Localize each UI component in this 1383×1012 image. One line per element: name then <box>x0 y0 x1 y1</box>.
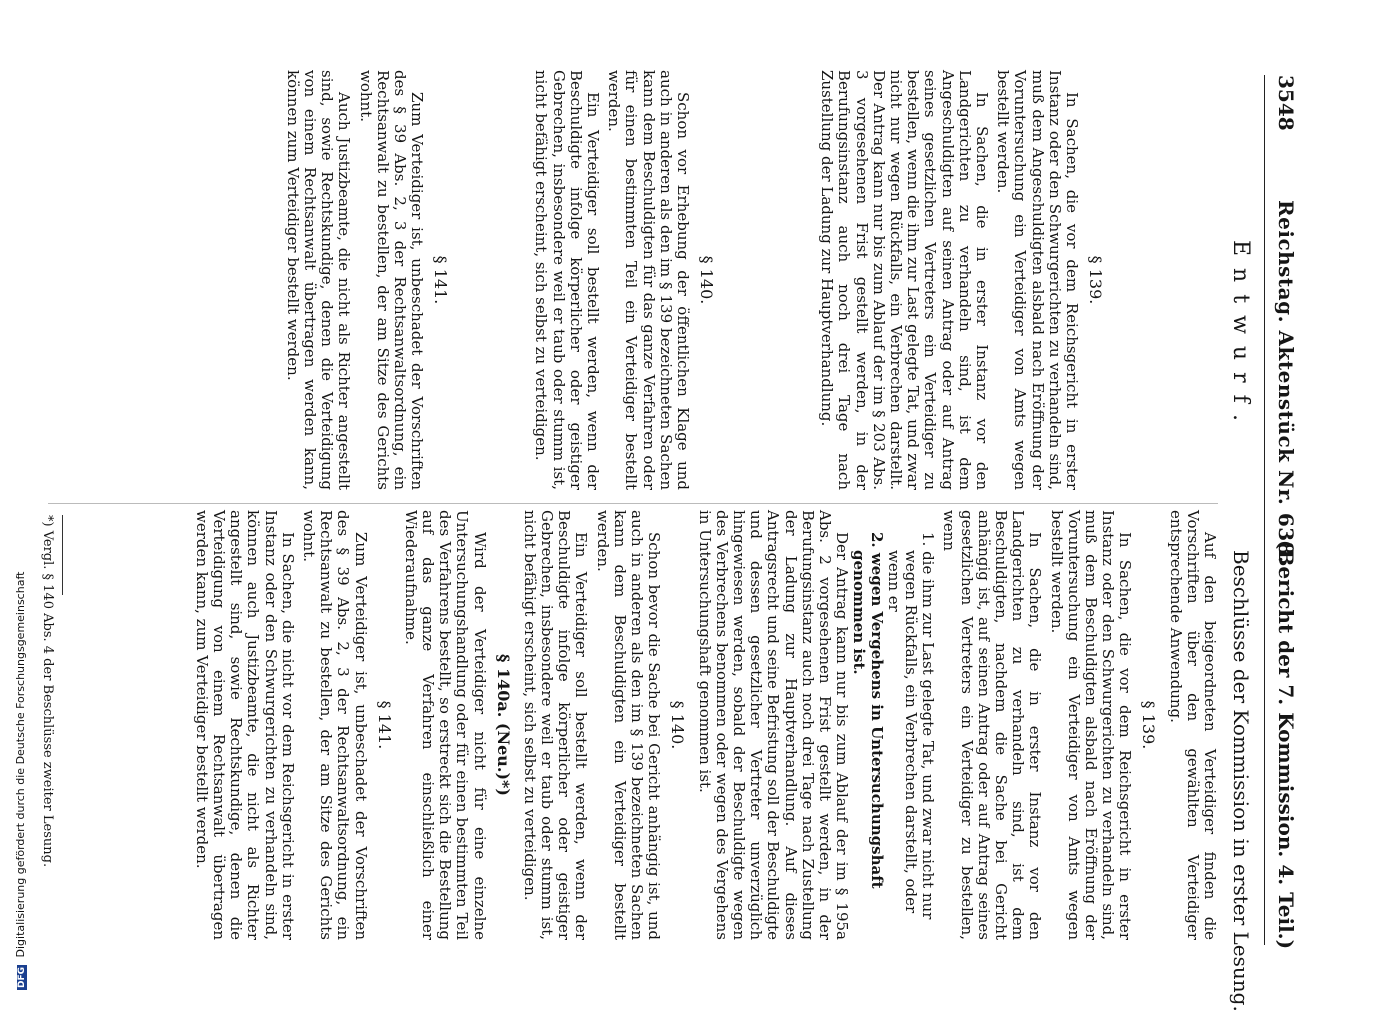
section-139-item-1: 1. die ihm zur Last gelegte Tat, und zwar nicht nur wegen Rückfalls, ein Verbrechen darstellt, oder wenn er <box>884 532 938 920</box>
footnote: *) Vergl. § 140 Abs. 4 der Beschlüsse zweiter Lesung. <box>40 515 55 868</box>
document-title: Reichstag. Aktenstück Nr. 638. <box>1274 200 1298 564</box>
intro-paragraph: Auf den beigeordneten Verteidiger finden die Vorschriften über den gewählten Verteidiger entsprechende Anwendung. <box>1166 510 1219 940</box>
left-column <box>280 70 1224 490</box>
section-141-paragraph-1: Zum Verteidiger ist, unbeschadet der Vorschriften des § 39 Abs. 2, 3 der Rechtsanwaltsordnung, ein Rechtsanwalt zu bestellen, der am Sitze des Gerichts wohnt. <box>356 70 427 490</box>
section-140-paragraph-1: Schon bevor die Sache bei Gericht anhängig ist, und auch in anderen als den im § 139 bezeichneten Sachen kann dem Beschuldigten ein Verteidiger bestellt werden. <box>593 510 664 940</box>
section-140-paragraph-2: Ein Verteidiger soll bestellt werden, wenn der Beschuldigte infolge körperlicher oder geistiger Gebrechen, insbesondere weil er taub oder stumm ist, nicht befähigt erscheint, sich selbst zu verteidigen. <box>520 510 591 940</box>
section-140-paragraph-2: Ein Verteidiger soll bestellt werden, wenn der Beschuldigte infolge körperlicher oder geistiger Gebrechen, insbesondere weil er taub oder stumm ist, nicht befähigt erscheint, sich selbst zu verteidigen. <box>532 70 602 490</box>
section-140a-paragraph-1: Wird der Verteidiger nicht für eine einzelne Untersuchungshandlung oder für einen bestimmten Teil des Verfahrens bestellt, so erstreckt sich die Bestellung auf das ganze Verfahren einschließlich einer Wiederaufnahme. <box>401 510 489 940</box>
section-139-paragraph-3: Der Antrag kann nur bis zum Ablauf der im § 195a Abs. 2 vorgesehenen Frist gestellt werden, in der Berufungsinstanz auch noch drei Tage nach Zustellung der Ladung zur Hauptverhandlung. Auf dieses Antragsrecht und seine Befristung soll der Beschuldigte und dessen gesetzlicher Vertreter unverzüglich hingewiesen werden, sobald der Beschuldigte wegen des Verbrechens benommen oder wegen des Vergehens in Untersuchungshaft genommen ist. <box>695 510 852 940</box>
left-column-heading: Entwurf. <box>1228 240 1253 433</box>
section-139-paragraph-1: In Sachen, die vor dem Reichsgericht in erster Instanz oder den Schwurgerichten zu verhandeln sind, muß dem Beschuldigten alsbald nach Eröffnung der Voruntersuchung ein Verteidiger von Amts wegen bestellt werden. <box>1047 510 1135 940</box>
section-139-paragraph-2: In Sachen, die in erster Instanz vor den Landgerichten zu verhandeln sind, ist dem Angeschuldigten auf seinen Antrag oder auf Antrag seines gesetzlichen Vertreters ein Verteidiger zu bestellen, wenn die ihm zur Last gelegte Tat, und zwar nicht nur wegen Rückfalls, ein Verbrechen darstellt. Der Antrag kann nur bis zum Ablauf der im § 203 Abs. 3 vorgesehenen Frist gestellt werden, in der Berufungsinstanz auch noch drei Tage nach Zustellung der Ladung zur Hauptverhandlung. <box>818 70 991 490</box>
section-141-paragraph-1: Zum Verteidiger ist, unbeschadet der Vorschriften des § 39 Abs. 2, 3 der Rechtsanwaltsordnung, ein Rechtsanwalt zu bestellen, der am Sitze des Gerichts wohnt. <box>300 510 370 940</box>
section-141-heading: § 141. <box>374 700 394 750</box>
section-139-item-2: 2. wegen Vergehens in Untersuchungshaft genommen ist. <box>850 532 886 889</box>
section-139-heading: § 139. <box>1086 255 1105 305</box>
page-number: 3548 <box>1274 75 1298 131</box>
digitization-credit <box>14 572 27 990</box>
column-divider <box>48 503 1218 504</box>
document-title-suffix: (Bericht der 7. Kommission. 4. Teil.) <box>1274 540 1298 950</box>
digitization-credit-text: Digitalisierung gefördert durch die Deutsche Forschungsgemeinschaft <box>14 571 27 958</box>
section-141-paragraph-2: Auch Justizbeamte, die nicht als Richter angestellt sind, sowie Rechtskundige, denen die Verteidigung von einem Rechtsanwalt übertragen werden kann, können zum Verteidiger bestellt werden. <box>283 70 354 490</box>
section-139-heading: § 139. <box>1139 700 1159 750</box>
section-140-paragraph-1: Schon vor Erhebung der öffentlichen Klage und auch in anderen als den im § 139 bezeichneten Sachen kann dem Beschuldigten für das ganze Verfahren oder für einen bestimmten Teil ein Verteidiger bestellt werden. <box>605 70 692 490</box>
section-140a-heading: § 140a. (Neu.)*) <box>493 654 513 796</box>
header-rule <box>1264 75 1265 945</box>
right-column <box>189 510 1218 940</box>
section-141-heading: § 141. <box>431 255 451 305</box>
section-139-paragraph-1: In Sachen, die vor dem Reichsgericht in erster Instanz oder den Schwurgerichten zu verhandeln sind, muß dem Angeschuldigten alsbald nach Eröffnung der Voruntersuchung ein Verteidiger von Amts wegen bestellt werden. <box>994 70 1081 490</box>
section-139-paragraph-2: In Sachen, die in erster Instanz vor den Landgerichten zu verhandeln sind, ist dem Beschuldigten, nachdem die Sache bei Gericht anhängig ist, auf seinen Antrag oder auf Antrag seines gesetzlichen Vertreters ein Verteidiger zu bestellen, wenn <box>940 510 1045 940</box>
section-141-paragraph-2: In Sachen, die nicht vor dem Reichsgericht in erster Instanz oder den Schwurgerichten zu verhandeln sind, können auch Justizbeamte, die nicht als Richter angestellt sind, sowie Rechtskundige, denen die Verteidigung von einem Rechtsanwalt übertragen werden kann, zum Verteidiger bestellt werden. <box>192 510 297 940</box>
right-column-heading: Beschlüsse der Kommission in erster Lesung. <box>1229 550 1253 1012</box>
footnote-rule <box>62 515 63 595</box>
dfg-logo: DFG <box>17 966 27 988</box>
section-140-heading: § 140. <box>696 255 716 305</box>
section-140-heading: § 140. <box>668 700 688 750</box>
